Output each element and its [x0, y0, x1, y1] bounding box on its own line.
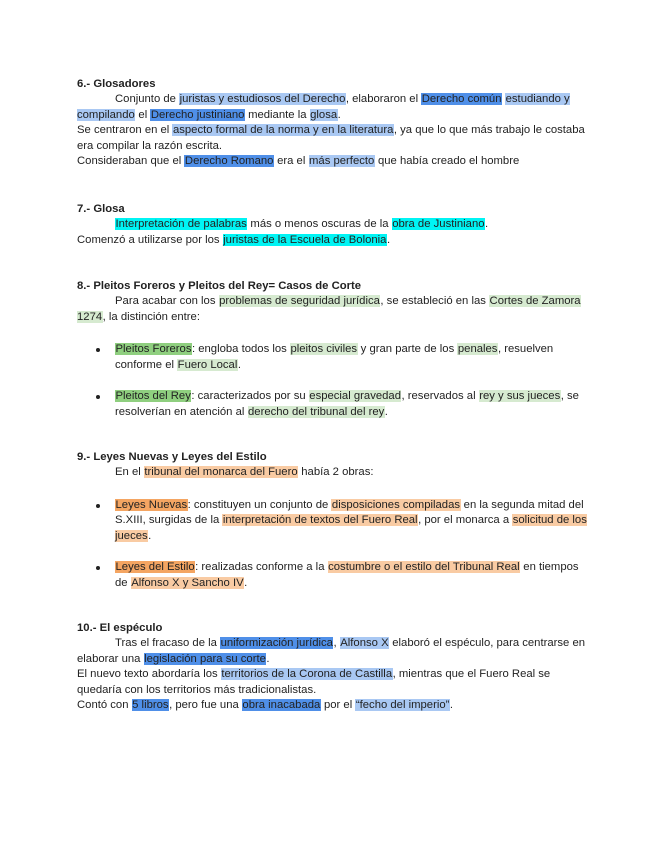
highlight: Cortes de Zamora 1274	[77, 295, 581, 323]
paragraph: Para acabar con los problemas de seguridad jurídica, se estableció en las Cortes de Zamora 1274, la distinción entre:	[77, 295, 581, 323]
section-title: 8.- Pleitos Foreros y Pleitos del Rey= Casos de Corte	[77, 280, 362, 292]
section-especulo	[77, 621, 587, 714]
highlight: Derecho común	[421, 93, 502, 105]
paragraph: Interpretación de palabras más o menos oscuras de la obra de Justiniano.	[115, 218, 489, 230]
highlight: Pleitos del Rey	[115, 390, 191, 403]
bullet-list	[77, 498, 587, 592]
paragraph: Consideraban que el Derecho Romano era el más perfecto que había creado el hombre	[77, 155, 520, 168]
highlight: Pleitos Foreros	[115, 343, 192, 356]
section-glosadores	[77, 77, 587, 170]
highlight: uniformización jurídica	[220, 637, 333, 649]
highlight: juristas de la Escuela de Bolonia	[223, 233, 387, 246]
paragraph: Se centraron en el aspecto formal de la norma y en la literatura, ya que lo que más trabajo le costaba era compilar la razón escrita.	[77, 124, 585, 152]
highlight: problemas de seguridad jurídica	[219, 295, 380, 307]
highlight: legislación para su corte	[144, 652, 266, 665]
highlight: Derecho Romano	[184, 155, 274, 168]
highlight: disposiciones compiladas	[331, 498, 461, 511]
paragraph: El nuevo texto abordaría los territorios de la Corona de Castilla, mientras que el Fuero Real se quedaría con los territorios más tradicionalistas.	[77, 668, 551, 696]
section-title: 7.- Glosa	[77, 203, 125, 215]
highlight: juristas y estudiosos del Derecho	[179, 93, 346, 105]
highlight: aspecto formal de la norma y en la literatura	[172, 124, 394, 137]
section-title: 6.- Glosadores	[77, 78, 156, 90]
highlight: más perfecto	[309, 155, 375, 168]
list-item: Leyes del Estilo: realizadas conforme a la costumbre o el estilo del Tribunal Real en tiempos de Alfonso X y Sancho IV.	[77, 560, 587, 591]
highlight: “fecho del imperio”	[355, 699, 450, 712]
highlight: estudiando y compilando	[77, 93, 570, 121]
section-title: 9.- Leyes Nuevas y Leyes del Estilo	[77, 451, 267, 463]
paragraph: Comenzó a utilizarse por los juristas de la Escuela de Bolonia.	[77, 233, 391, 246]
paragraph: Conjunto de juristas y estudiosos del Derecho, elaboraron el Derecho común estudiando y compilando el Derecho justiniano mediante la glosa.	[77, 93, 570, 121]
highlight: pleitos civiles	[290, 343, 358, 356]
highlight: rey y sus jueces	[479, 390, 561, 403]
highlight: territorios de la Corona de Castilla	[221, 668, 393, 681]
highlight: Alfonso X y Sancho IV	[131, 576, 244, 589]
bullet-list	[77, 342, 587, 420]
highlight: costumbre o el estilo del Tribunal Real	[328, 561, 520, 574]
highlight: Alfonso X	[340, 637, 389, 649]
highlight: obra de Justiniano	[392, 218, 485, 230]
section-pleitos	[77, 279, 587, 421]
paragraph: Tras el fracaso de la uniformización jurídica, Alfonso X elaboró el espéculo, para centrarse en elaborar una legislación para su corte.	[77, 637, 586, 665]
list-item: Pleitos Foreros: engloba todos los pleitos civiles y gran parte de los penales, resuelven conforme el Fuero Local.	[77, 342, 587, 373]
highlight: Interpretación de palabras	[115, 218, 247, 230]
section-leyes	[77, 450, 587, 592]
section-title: 10.- El espéculo	[77, 622, 163, 634]
highlight: Derecho justiniano	[150, 108, 245, 121]
highlight: Leyes Nuevas	[115, 498, 188, 511]
highlight: obra inacabada	[242, 699, 321, 712]
highlight: 5 libros	[132, 699, 169, 712]
highlight: glosa	[310, 108, 338, 121]
highlight: solicitud de los jueces	[115, 514, 587, 542]
highlight: penales	[457, 343, 498, 356]
paragraph: En el tribunal del monarca del Fuero había 2 obras:	[115, 466, 374, 478]
paragraph: Contó con 5 libros, pero fue una obra inacabada por el “fecho del imperio”.	[77, 699, 454, 712]
highlight: derecho del tribunal del rey	[248, 405, 385, 418]
highlight: especial gravedad	[309, 390, 401, 403]
highlight: tribunal del monarca del Fuero	[144, 466, 298, 478]
list-item: Pleitos del Rey: caracterizados por su especial gravedad, reservados al rey y sus jueces, se resolverían en atención al derecho del tribunal del rey.	[77, 389, 587, 420]
highlight: Leyes del Estilo	[115, 561, 195, 574]
list-item: Leyes Nuevas: constituyen un conjunto de disposiciones compiladas en la segunda mitad del S.XIII, surgidas de la interpretación de textos del Fuero Real, por el monarca a solicitud de los jueces.	[77, 498, 587, 545]
section-glosa	[77, 202, 587, 248]
highlight: interpretación de textos del Fuero Real	[222, 514, 418, 527]
highlight: Fuero Local	[177, 358, 238, 371]
